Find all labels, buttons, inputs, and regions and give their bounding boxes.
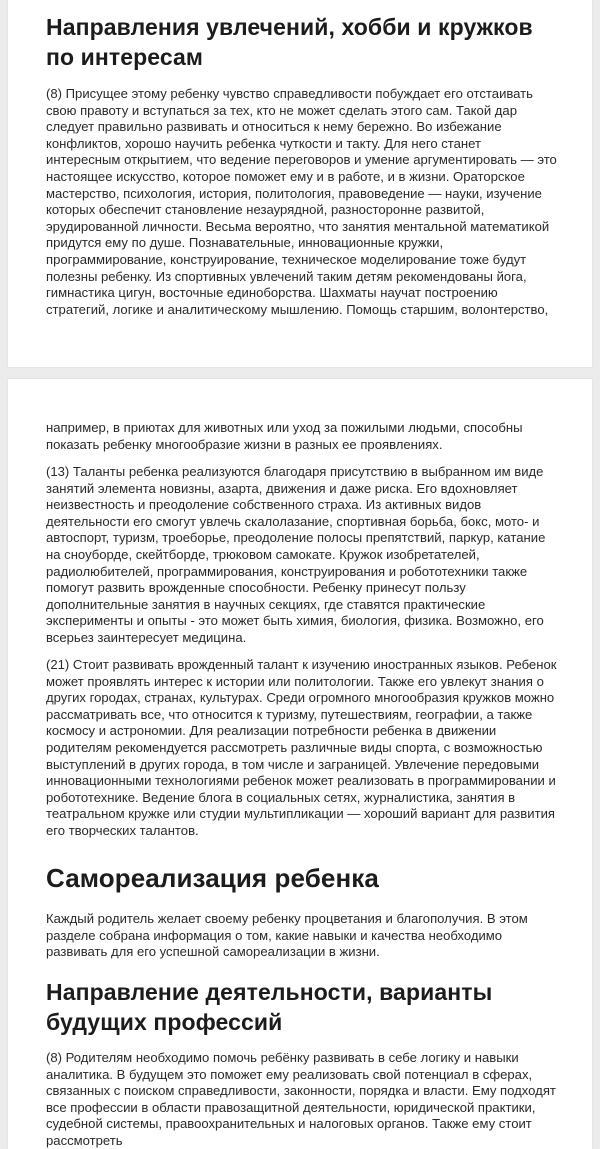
hobbies-paragraph-13: (13) Таланты ребенка реализуются благодаря присутствию в выбранном им виде занятий элемента новизны, азарта, движения и даже риска. Его вдохновляет неизвестность и преодоление собственного страха. Из активных видов деятельности его смогут увлечь скалолазание, спортивная борьба, бокс, мото- и автоспорт, туризм, троеборье, преодоление полосы препятствий, паркур, катание на сноуборде, скейтборде, трюковом самокате. Кружок изобретателей, радиолюбителей, программирования, конструирования и робототехники также помогут развить врожденные способности. Ребенку принесут пользу дополнительные занятия в научных секциях, где ставятся практические эксперименты и опыты - это может быть химия, биология, физика. Возможно, его всерьез заинтересует медицина. — [46, 464, 546, 645]
professions-paragraph-8: (8) Родителям необходимо помочь ребёнку развивать в себе логику и навыки аналитика. В будущем это поможет ему реализовать свой потенциал в сферах, связанных с поиском справедливости, законности, порядка и власти. Ему подходят все профессии в области правозащитной деятельности, юридической практики, судебной системы, правоохранительных и налоговых органов. Также ему стоит рассмотреть — [46, 1050, 556, 1148]
hobbies-paragraph-21: (21) Стоит развивать врожденный талант к изучению иностранных языков. Ребенок может проявлять интерес к истории или политологии. Также его увлекут знания о других городах, странах, культурах. Среди огромного многообразия кружков можно рассматривать все, что относится к туризму, путешествиям, географии, а также космосу и астрономии. Для реализации потребности ребенка в движении родителям рекомендуется рассмотреть различные виды спорта, с возможностью выступлений в других города, в том числе и заграницей. Увлечение передовыми инновационными технологиями ребенок может реализовать в программировании и робототехнике. Ведение блога в социальных сетях, журналистика, занятия в театральном кружке или студии мультипликации — хороший вариант для развития его творческих талантов. — [46, 657, 557, 838]
hobbies-heading: Направления увлечений, хобби и кружков по интересам — [46, 14, 533, 70]
self-realization-paragraph: Каждый родитель желает своему ребенку процветания и благополучия. В этом разделе собрана информация о том, какие навыки и качества необходимо развивать для его успешной самореализации в жизни. — [46, 911, 528, 960]
hobbies-paragraph-8: (8) Присущее этому ребенку чувство справедливости побуждает его отстаивать свою правоту и вступаться за тех, кто не может сделать этого сам. Такой дар следует правильно развивать и относиться к нему бережно. Во избежание конфликтов, хорошо научить ребенка чуткости и такту. Для него станет интересным открытием, что ведение переговоров и умение аргументировать — это настоящее искусство, которое поможет ему и в работе, и в жизни. Ораторское мастерство, психология, история, политология, правоведение — науки, изучение которых обеспечит становление незаурядной, разносторонне развитой, эрудированной личности. Весьма вероятно, что занятия ментальной математикой придутся ему по душе. Познавательные, инновационные кружки, программирование, конструирование, техническое моделирование тоже будут полезны ребенку. Из спортивных увлечений таким детям рекомендованы йога, гимнастика цигун, восточные единоборства. Шахматы научат построению стратегий, логике и аналитическому мышлению. Помощь старшим, волонтерство, — [46, 86, 557, 317]
professions-heading: Направление деятельности, варианты будущих профессий — [46, 979, 493, 1035]
document-page-1 — [8, 0, 592, 367]
continuation-paragraph: например, в приютах для животных или уход за пожилыми людьми, способны показать ребенку многообразие жизни в разных ее проявлениях. — [46, 420, 523, 452]
document-page-2 — [8, 379, 592, 1149]
self-realization-heading: Самореализация ребенка — [46, 863, 379, 893]
